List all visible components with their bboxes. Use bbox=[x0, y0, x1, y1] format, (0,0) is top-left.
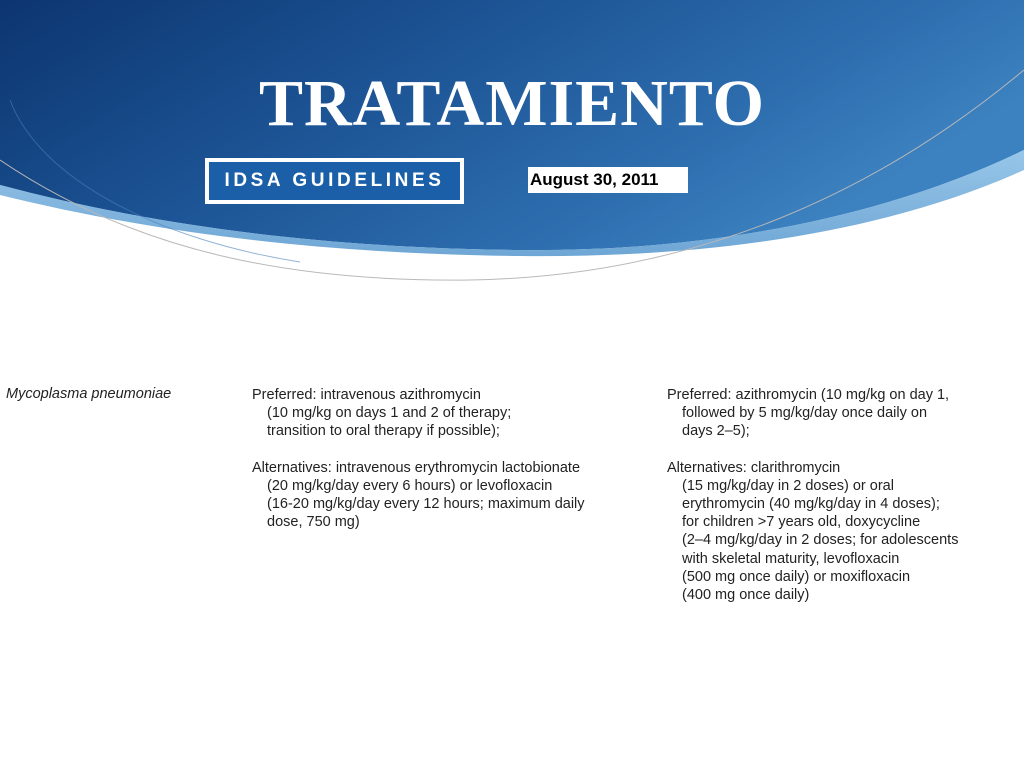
oral-alternatives-line: (400 mg once daily) bbox=[682, 587, 810, 604]
oral-preferred-lead: Preferred: azithromycin (10 mg/kg on day 1, bbox=[667, 387, 950, 403]
oral-alternatives-line: with skeletal maturity, levofloxacin bbox=[682, 550, 900, 567]
iv-alternatives-line: (16-20 mg/kg/day every 12 hours; maximum daily bbox=[267, 496, 585, 513]
iv-preferred-line: (10 mg/kg on days 1 and 2 of therapy; bbox=[267, 405, 512, 422]
slide-title: TRATAMIENTO bbox=[258, 67, 766, 140]
oral-alternatives-line: (500 mg once daily) or moxifloxacin bbox=[682, 568, 911, 585]
iv-alternatives-line: dose, 750 mg) bbox=[267, 514, 360, 531]
idsa-guidelines-badge bbox=[205, 158, 464, 204]
idsa-guidelines-label: IDSA GUIDELINES bbox=[209, 162, 460, 200]
oral-alternatives-line: for children >7 years old, doxycycline bbox=[682, 514, 921, 531]
oral-alternatives-line: (15 mg/kg/day in 2 doses) or oral bbox=[682, 477, 894, 494]
oral-preferred-line: days 2–5); bbox=[682, 423, 750, 440]
iv-preferred-lead: Preferred: intravenous azithromycin bbox=[252, 387, 481, 403]
iv-preferred-line: transition to oral therapy if possible); bbox=[267, 423, 500, 440]
oral-alternatives-lead: Alternatives: clarithromycin bbox=[667, 459, 841, 476]
iv-alternatives-line: (20 mg/kg/day every 6 hours) or levofloxacin bbox=[267, 477, 553, 494]
oral-alternatives-line: (2–4 mg/kg/day in 2 doses; for adolescents bbox=[682, 532, 959, 549]
header-banner bbox=[0, 0, 1024, 300]
pathogen-name: Mycoplasma pneumoniae bbox=[6, 386, 172, 402]
parenteral-therapy-cell bbox=[252, 386, 642, 531]
iv-alternatives-lead: Alternatives: intravenous erythromycin lactobionate bbox=[252, 459, 581, 476]
guideline-date: August 30, 2011 bbox=[528, 167, 688, 193]
oral-therapy-cell bbox=[667, 386, 1012, 604]
oral-alternatives-line: erythromycin (40 mg/kg/day in 4 doses); bbox=[682, 496, 940, 513]
oral-preferred-line: followed by 5 mg/kg/day once daily on bbox=[682, 405, 928, 422]
